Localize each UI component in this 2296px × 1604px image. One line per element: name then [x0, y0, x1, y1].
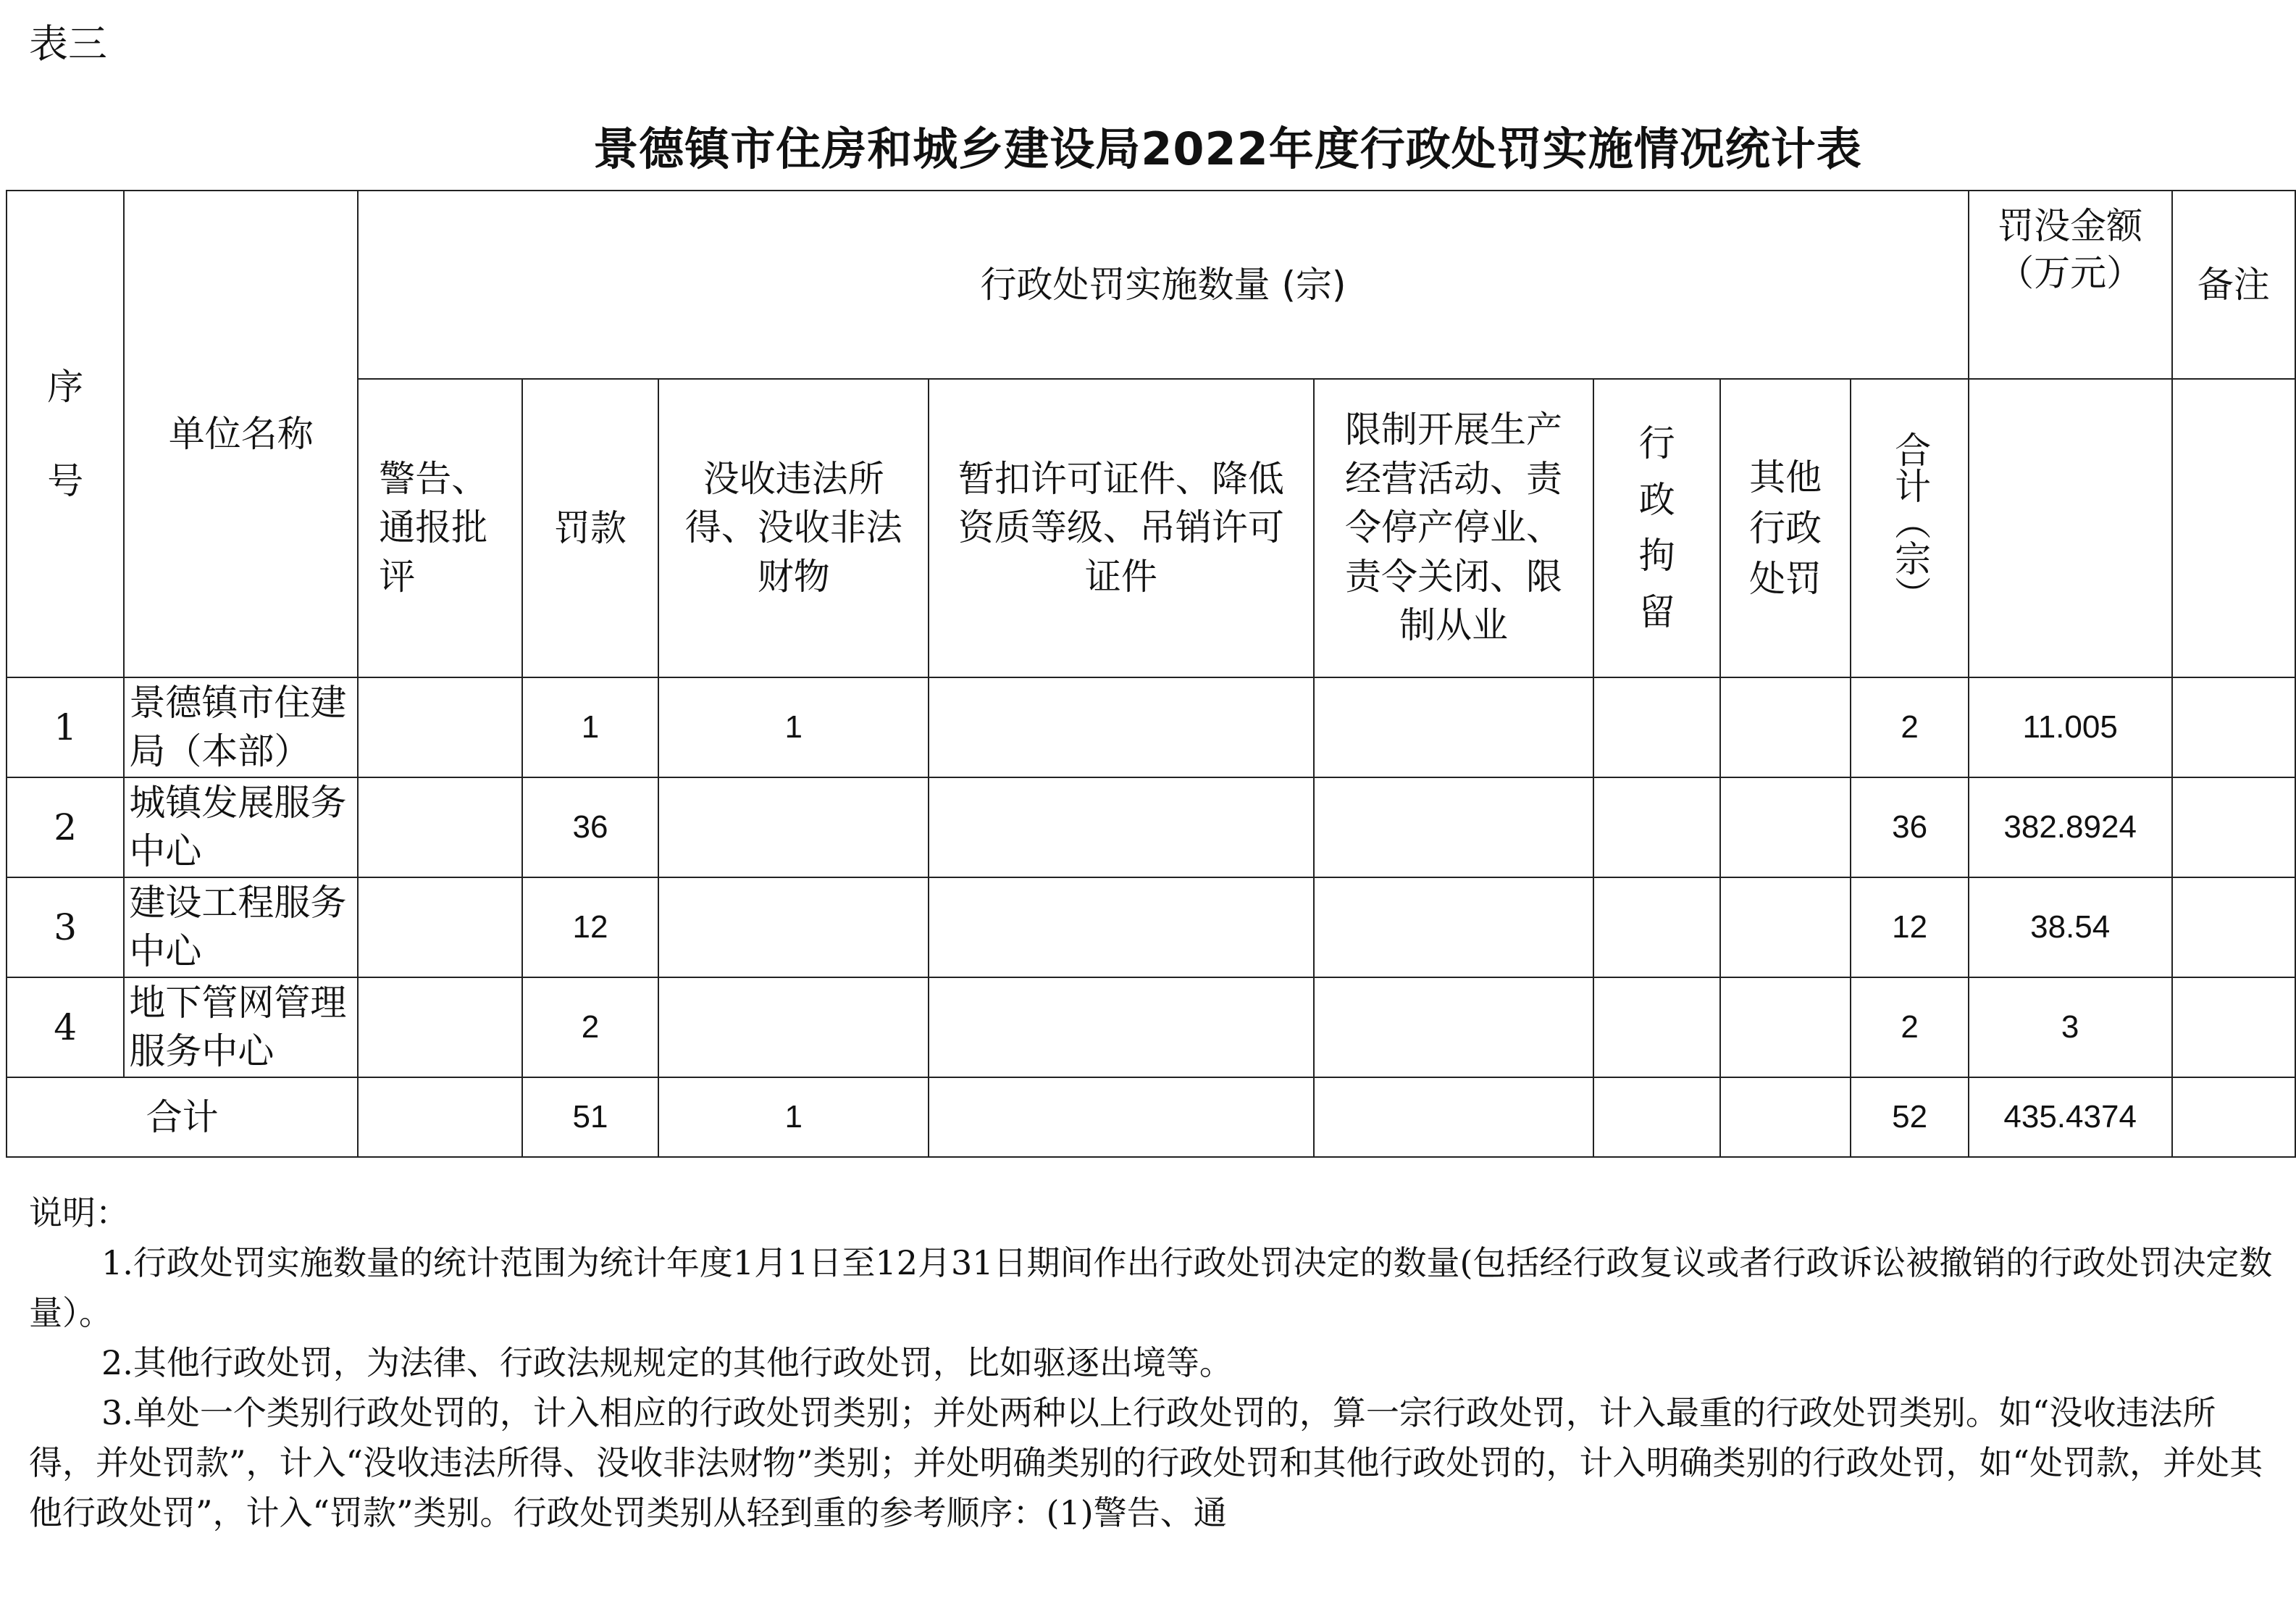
- row-detention: [1593, 877, 1719, 977]
- header-detention-text: 行政拘留: [1638, 422, 1675, 633]
- row-subtotal: 36: [1851, 777, 1968, 877]
- table-row: [7, 977, 2295, 1077]
- row-warning: [358, 977, 522, 1077]
- total-suspend: [929, 1077, 1313, 1157]
- header-seq-text: 序号: [47, 366, 84, 502]
- note-item-3: 3.单处一个类别行政处罚的，计入相应的行政处罚类别；并处两种以上行政处罚的，算一宗行政处罚，计入最重的行政处罚类别。如“没收违法所得，并处罚款”，计入“没收违法所得、没收非法财物”类别；并处明确类别的行政处罚和其他行政处罚的，计入明确类别的行政处罚，如“处罚款，并处其他行政处罚”，计入“罚款”类别。行政处罚类别从轻到重的参考顺序：(1)警告、通: [29, 1393, 2263, 1532]
- row-suspend: [929, 977, 1313, 1077]
- total-detention: [1593, 1077, 1719, 1157]
- row-unit-name: 城镇发展服务中心: [124, 777, 358, 877]
- note-item-2: 2.其他行政处罚，为法律、行政法规规定的其他行政处罚，比如驱逐出境等。: [101, 1343, 1233, 1382]
- note-item-1: 1.行政处罚实施数量的统计范围为统计年度1月1日至12月31日期间作出行政处罚决定的数量(包括经行政复议或者行政诉讼被撤销的行政处罚决定数量）。: [29, 1243, 2273, 1332]
- row-detention: [1593, 677, 1719, 777]
- row-seq: 3: [7, 877, 124, 977]
- row-fine: 1: [522, 677, 658, 777]
- row-other: [1720, 677, 1851, 777]
- total-warning: [358, 1077, 522, 1157]
- header-seq: [7, 191, 124, 677]
- header-fine: 罚款: [522, 379, 658, 677]
- row-unit-name: 地下管网管理服务中心: [124, 977, 358, 1077]
- row-detention: [1593, 777, 1719, 877]
- row-fine: 36: [522, 777, 658, 877]
- row-other: [1720, 877, 1851, 977]
- total-label: 合计: [7, 1077, 358, 1157]
- page-title: 景德镇市住房和城乡建设局2022年度行政处罚实施情况统计表: [593, 122, 1862, 175]
- header-suspend-text: 暂扣许可证件、降低资质等级、吊销许可证件: [958, 457, 1284, 598]
- header-amount-sub: [1969, 379, 2172, 677]
- row-amount: 382.8924: [1969, 777, 2172, 877]
- row-fine: 12: [522, 877, 658, 977]
- header-amount-text: 罚没金额（万元）: [1998, 205, 2143, 294]
- row-subtotal: 12: [1851, 877, 1968, 977]
- row-amount: 3: [1969, 977, 2172, 1077]
- row-warning: [358, 677, 522, 777]
- header-confiscate: [658, 379, 929, 677]
- row-subtotal: 2: [1851, 677, 1968, 777]
- header-amount: [1969, 191, 2172, 379]
- total-restrict: [1314, 1077, 1594, 1157]
- header-restrict: [1314, 379, 1594, 677]
- total-fine: 51: [522, 1077, 658, 1157]
- row-restrict: [1314, 677, 1594, 777]
- penalty-statistics-table: [6, 190, 2296, 1158]
- row-subtotal: 2: [1851, 977, 1968, 1077]
- row-seq: 1: [7, 677, 124, 777]
- row-seq: 4: [7, 977, 124, 1077]
- row-seq: 2: [7, 777, 124, 877]
- row-detention: [1593, 977, 1719, 1077]
- header-confiscate-text: 没收违法所得、没收非法财物: [684, 457, 902, 598]
- row-suspend: [929, 777, 1313, 877]
- header-count-group: 行政处罚实施数量 (宗): [358, 191, 1969, 379]
- row-amount: 38.54: [1969, 877, 2172, 977]
- row-remark: [2172, 877, 2295, 977]
- header-subtotal: [1851, 379, 1968, 677]
- header-other: [1720, 379, 1851, 677]
- table-number-label: 表三: [29, 21, 107, 67]
- header-warning: [358, 379, 522, 677]
- row-remark: [2172, 677, 2295, 777]
- table-row: [7, 877, 2295, 977]
- notes-heading: 说明：: [29, 1193, 129, 1232]
- table-row: [7, 777, 2295, 877]
- row-confiscate: [658, 777, 929, 877]
- total-remark: [2172, 1077, 2295, 1157]
- row-unit-name: 景德镇市住建局（本部）: [124, 677, 358, 777]
- row-unit-name: 建设工程服务中心: [124, 877, 358, 977]
- row-other: [1720, 777, 1851, 877]
- row-fine: 2: [522, 977, 658, 1077]
- row-remark: [2172, 777, 2295, 877]
- total-row: [7, 1077, 2295, 1157]
- total-amount: 435.4374: [1969, 1077, 2172, 1157]
- row-restrict: [1314, 977, 1594, 1077]
- header-detention: [1593, 379, 1719, 677]
- row-suspend: [929, 877, 1313, 977]
- row-warning: [358, 777, 522, 877]
- header-restrict-text: 限制开展生产经营活动、责令停产停业、责令关闭、限制从业: [1344, 409, 1562, 647]
- header-other-text: 其他行政处罚: [1749, 456, 1822, 600]
- row-warning: [358, 877, 522, 977]
- row-confiscate: 1: [658, 677, 929, 777]
- row-restrict: [1314, 777, 1594, 877]
- header-unit-name: 单位名称: [124, 191, 358, 677]
- notes-section: [29, 1188, 2282, 1538]
- row-suspend: [929, 677, 1313, 777]
- row-remark: [2172, 977, 2295, 1077]
- total-other: [1720, 1077, 1851, 1157]
- total-subtotal: 52: [1851, 1077, 1968, 1157]
- header-subtotal-text: 合计（宗）: [1889, 431, 1932, 612]
- row-other: [1720, 977, 1851, 1077]
- row-confiscate: [658, 977, 929, 1077]
- table-row: [7, 677, 2295, 777]
- header-remark-sub: [2172, 379, 2295, 677]
- row-amount: 11.005: [1969, 677, 2172, 777]
- header-suspend: [929, 379, 1313, 677]
- header-warning-text: 警告、通报批评: [379, 457, 488, 598]
- row-confiscate: [658, 877, 929, 977]
- total-confiscate: 1: [658, 1077, 929, 1157]
- header-remark: 备注: [2172, 191, 2295, 379]
- header-row-1: [7, 191, 2295, 379]
- row-restrict: [1314, 877, 1594, 977]
